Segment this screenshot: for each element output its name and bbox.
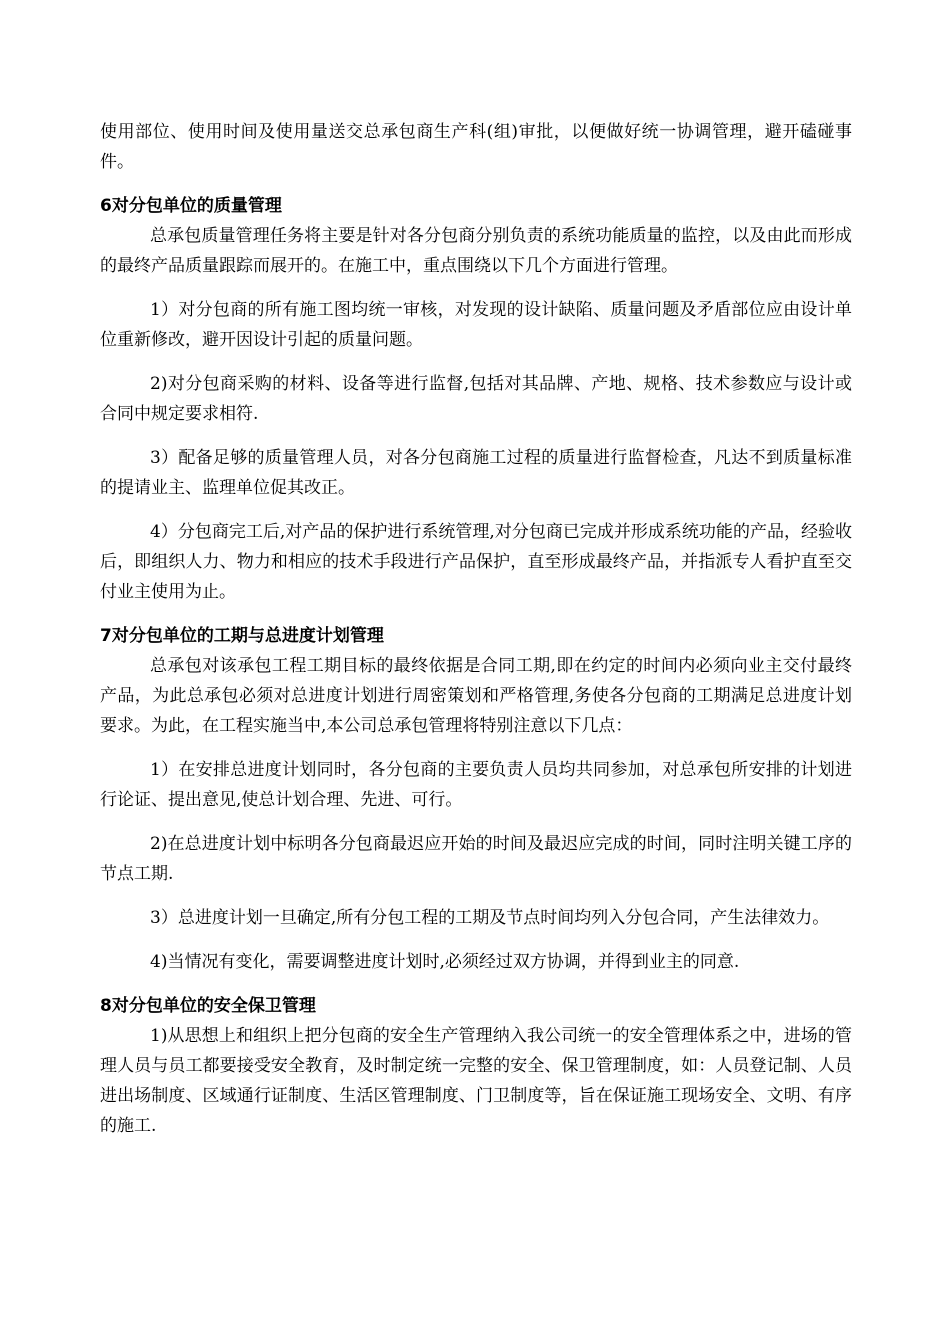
document-page — [100, 117, 852, 1141]
section-7-heading: 7对分包单位的工期与总进度计划管理 — [100, 626, 384, 646]
section-6-paragraph-4: 3）配备足够的质量管理人员，对各分包商施工过程的质量进行监督检查，凡达不到质量标准的提请业主、监理单位促其改正。 — [100, 448, 852, 498]
section-7-paragraph-3: 2)在总进度计划中标明各分包商最迟应开始的时间及最迟应完成的时间，同时注明关键工序的节点工期. — [100, 834, 852, 884]
section-6-paragraph-1: 总承包质量管理任务将主要是针对各分包商分别负责的系统功能质量的监控，以及由此而形成的最终产品质量跟踪而展开的。在施工中，重点围绕以下几个方面进行管理。 — [100, 226, 852, 276]
section-6-paragraph-5: 4）分包商完工后,对产品的保护进行系统管理,对分包商已完成并形成系统功能的产品，经验收后，即组织人力、物力和相应的技术手段进行产品保护，直至形成最终产品，并指派专人看护直至交付业主使用为止。 — [100, 522, 852, 602]
section-7-paragraph-1: 总承包对该承包工程工期目标的最终依据是合同工期,即在约定的时间内必须向业主交付最终产品，为此总承包必须对总进度计划进行周密策划和严格管理,务使各分包商的工期满足总进度计划要求。为此，在工程实施当中,本公司总承包管理将特别注意以下几点： — [100, 656, 852, 736]
section-8-paragraph-1: 1)从思想上和组织上把分包商的安全生产管理纳入我公司统一的安全管理体系之中，进场的管理人员与员工都要接受安全教育，及时制定统一完整的安全、保卫管理制度，如：人员登记制、人员进出场制度、区域通行证制度、生活区管理制度、门卫制度等，旨在保证施工现场安全、文明、有序的施工. — [100, 1026, 852, 1136]
section-7-paragraph-5: 4)当情况有变化，需要调整进度计划时,必须经过双方协调，并得到业主的同意. — [150, 952, 740, 972]
section-6-heading: 6对分包单位的质量管理 — [100, 196, 282, 216]
section-8-heading: 8对分包单位的安全保卫管理 — [100, 996, 316, 1016]
section-6-paragraph-3: 2)对分包商采购的材料、设备等进行监督,包括对其品牌、产地、规格、技术参数应与设计或合同中规定要求相符. — [100, 374, 852, 424]
section-7-paragraph-4: 3）总进度计划一旦确定,所有分包工程的工期及节点时间均列入分包合同，产生法律效力。 — [150, 908, 830, 928]
intro-paragraph: 使用部位、使用时间及使用量送交总承包商生产科(组)审批，以便做好统一协调管理，避开磕碰事件。 — [100, 122, 852, 172]
section-7-paragraph-2: 1）在安排总进度计划同时，各分包商的主要负责人员均共同参加，对总承包所安排的计划进行论证、提出意见,使总计划合理、先进、可行。 — [100, 760, 852, 810]
section-6-paragraph-2: 1）对分包商的所有施工图均统一审核，对发现的设计缺陷、质量问题及矛盾部位应由设计单位重新修改，避开因设计引起的质量问题。 — [100, 300, 852, 350]
